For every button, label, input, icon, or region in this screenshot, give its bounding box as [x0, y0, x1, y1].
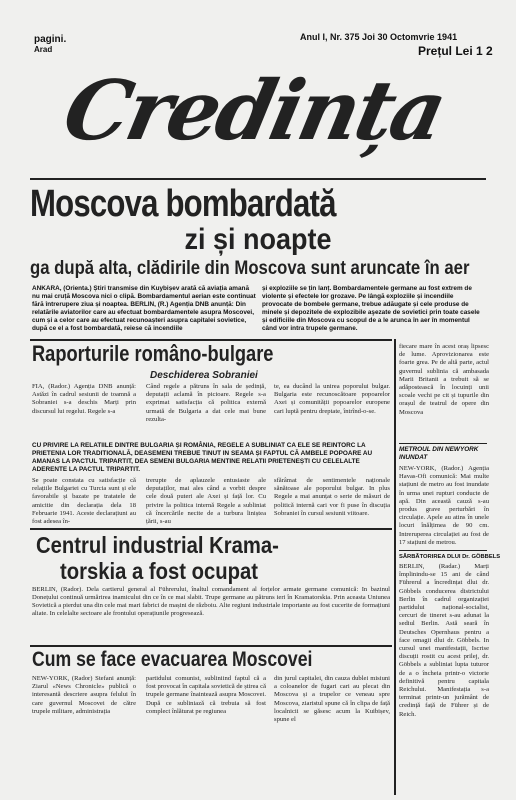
pages-count: pagini. — [34, 34, 67, 45]
raport-col-3: te, ea ducând la unirea poporului bulgar. Bulgaria este recunoscătoare popoarelor Axei și comunității popoarelor europene cari luptă pentru dreptate, întrînd-o-se. — [274, 383, 390, 415]
masthead-title: Credința — [55, 63, 452, 159]
header-rule — [30, 178, 486, 180]
lead-headline-3: ga după alta, clădirile din Moscova sunt aruncate în aer — [30, 258, 470, 279]
raport-subhead: Deschiderea Sobraniei — [150, 370, 258, 381]
raport-headline: Raporturile româno-bulgare — [32, 341, 274, 366]
right-rule-2 — [399, 550, 487, 551]
city-label: Arad — [34, 45, 53, 54]
raport-col-1b: Se poate constata cu satisfacție că relațiile Bulgariei cu Turcia sunt și ele favorabile și bazate pe tratatele de amicitie din declarația dela 18 Februarie 1941. Aceste declarațiuni au fost adesea în- — [32, 477, 136, 526]
krama-text: BERLIN, (Rador). Dela cartierul general al Führerului, înaltul comandament al forțelor armate germane comunică: In bazinul Donețului continuă urmărirea inamicului din ce în ce mai slabit. Trupe germane au pătruns ieri în Kramatorskia. Prin aceasta Uniunea Sovietică a pierdut una din cele mai mari fabrici de mașini de războiu. Alte regiuni industriale importante au fost cucerite de formațiuni aliate. In celelalte sectoare ale frontului operațiunile progresează. — [32, 586, 390, 617]
raport-col-3b: sfărâmat de sentimentele naționale sănătoase ale poporului bulgar. In plus Regele a mai anunțat o serie de măsuri de politică internă cari vor fi puse în discuția Sobraniei în cursul sesiunii viitoare. — [274, 477, 390, 517]
gobbels-text: BERLIN, (Radar.) Marți împlinindu-se 15 ani de când Führerul a încredințat dlui dr. Göbbels conducerea districtului Berlin în cadrul organizației partidului național-socialist, cercuri de tineret s-au adunat la sediul Berlin. Astă seară în Deutsches Opernhaus pentru a face omagii dlui dr. Göbbels. In cursul unei manifestații, Iscrise discuții rostit cu acest prilej, dr. Göbbels a subliniat lupta tuturor de a o încheia printr-o victorie definitivă pentru capitala Reichului. Manifestația s-a terminat printr-un jurământ de credință față de Führer și de Reich. — [399, 563, 489, 718]
column-divider — [394, 339, 396, 795]
right-top-text: fiecare mare în acest oraș lipsesc de lume. Aprovizionarea este foarte grea. Pe de altă parte, actul guvernul sublinia că ambasada Marii Britanii a trebuit să se adăpostească în locuinți unii scoale vechi pe cit și tupurile din orașul de teatrul de opere din Moscova — [399, 343, 489, 416]
raport-col-1: FIA, (Rador.) Agenția DNB anunță: Astăzi în cadrul sesiunii de toamnă a Sobraniei s-a deschis Marți prin discursul lui regelui. Regele s-a — [32, 383, 136, 415]
metrou-text: NEW-YORK, (Rador.) Agenția Havas-Ofi comunică: Mai multe stațiuni de metro au fost inundate în urma unei rupturi conducte de apă. Din această cauză s-au produs grave perturbări în circulație. Apele au atins în unele locuri înălțimea de 90 cm. Intreruperea circulației au fost de 17 stațiuni de metrou. — [399, 465, 489, 546]
raport-caps: CU PRIVIRE LA RELATIILE DINTRE BULGARIA ȘI ROMÂNIA, REGELE A SUBLINIAT CA ELE SE REINTORC LA PRIETENIA LOR TRADITIONALĂ, DEASEMENI TREBUE TINUT IN SEAMA ȘI FAPTUL CĂ AMBELE POPOARE AU AMANAS LA PACTUL TRIPARTIT, DEA SEMENI BULGARIA MENTINE RELATII PRIETENEȘTI CU CELELALTE ADERENTE LA PACTUL TRIPARTIT. — [32, 442, 373, 473]
gobbels-title: SĂRBĂTORIREA DLUI Dr. GÖBBELS — [399, 554, 501, 560]
evac-headline: Cum se face evacuarea Moscovei — [32, 648, 313, 671]
lead-col-1: ANKARA, (Orienta.) Știri transmise din Kuybișev arată că aviația amană nu mai cruță Moscova nici o clipă. Bombardamentul aerian este continuat fără întrerupere ziua și noaptea. BERLIN, (R.) Agenția DNB anunță: Din relatările aviatorilor care au efectuat bombardamentele asupra Moscovei, cum și a celor care au efectuat recunoașteri asupra capitalei sovietice, după ce el a fost bombardată, reiese că incendiile — [32, 285, 256, 332]
evac-rule — [30, 645, 392, 647]
lead-headline-2: zi și noapte — [184, 223, 332, 256]
evac-col-1: NEW-YORK, (Rador) Stefani anunță: Ziarul «News Chronicle» publică o interesantă descriere asupra felului în care guvernul Moscovei de către trupele militare, administrația — [32, 675, 136, 715]
issue-line: Anul I, Nr. 375 Joi 30 Octomvrie 1941 — [300, 32, 458, 42]
metrou-title: METROUL DIN NEWYORK INUNDAT — [399, 446, 479, 461]
krama-rule — [30, 528, 392, 530]
krama-headline-2: torskia a fost ocupat — [60, 558, 258, 584]
price-label: Prețul Lei 1 2 — [418, 44, 493, 58]
right-rule-1 — [399, 443, 487, 444]
evac-col-2: partidului comunist, subliniind faptul că a fost provocat în capitala sovietică de știrea că trupele germane înaintează asupra Moscovei. După ce subliniază că trebuia să fost complect înlăturat pe regiunea — [146, 675, 266, 715]
raport-col-2: Când regele a pătruns în sala de ședință, deputații aclamă în picioare. Regele s-a exprimat satisfacția că politica externă urmată de Bulgaria a dat cele mai bune rezulta- — [146, 383, 266, 423]
raport-col-2b: trerupte de aplauzele entusiaste ale deputaților, mai ales când a vorbit despre cele două puteri ale Axei și față lor. Cu privire la politica internă Regele a subliniat că încercările necite de a turbura liniștea țării, s-au — [146, 477, 266, 526]
evac-col-3: din jurul capitalei, din cauza dublei misiuni a coloanelor de fugari cari au plecat din Moscova și a trupelor ce veneau spre Moscova, ziaristul spune că în clipa de față localnicii se găsesc acum la Kuibișev, spune el — [274, 675, 390, 724]
lead-headline-1: Moscova bombardată — [30, 183, 336, 225]
krama-headline-1: Centrul industrial Krama- — [36, 532, 279, 558]
lead-col-2: și exploziile se țin lanț. Bombardamentele germane au fost extrem de violente și efectele lor grozave. Pe lângă exploziile și incendiile provocate de bombele germane, trebue adăugate și cele produse de minele și depozitele de explozibile aşezate de sovietici prin toate casele și edificiile din Moscova cu scopul de a le arunca în aer în momentul când vor intra trupele germane. — [262, 285, 480, 332]
